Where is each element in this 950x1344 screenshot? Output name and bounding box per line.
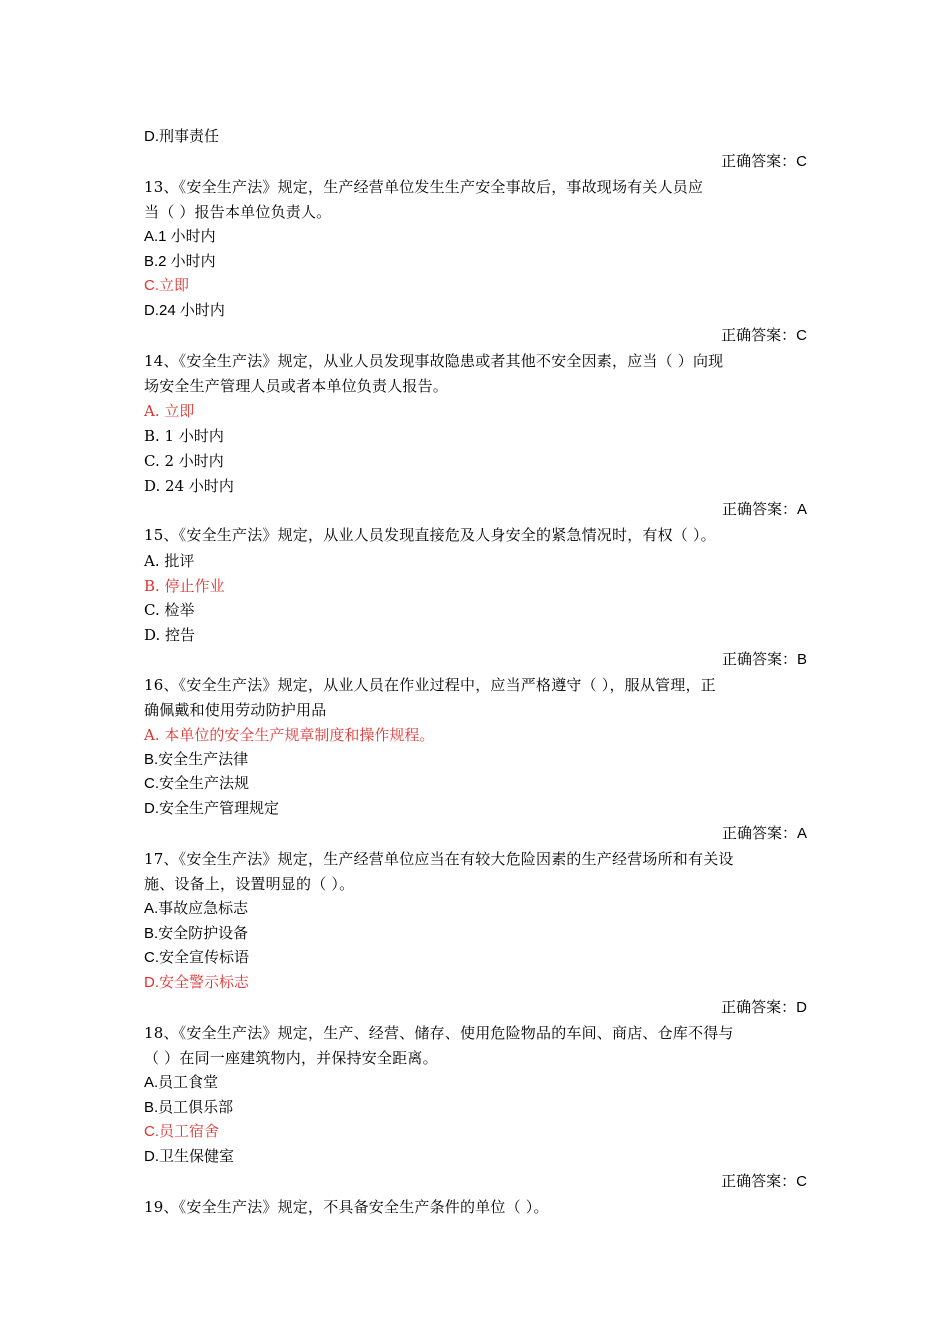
question-15-option-d: D. 控告 [144, 626, 196, 644]
question-15-answer: 正确答案：B [721, 651, 807, 668]
question-16-line-2: 确佩戴和使用劳动防护用品 [144, 701, 327, 719]
question-17-option-c: C.安全宣传标语 [144, 949, 250, 966]
question-18-option-b: B.员工俱乐部 [144, 1099, 234, 1116]
question-16-option-b: B.安全生产法律 [144, 751, 249, 768]
question-14-line-1: 14、《安全生产法》规定，从业人员发现事故隐患或者其他不安全因素，应当（ ）向现 [144, 352, 724, 370]
question-16-option-c: C.安全生产法规 [144, 775, 250, 792]
question-14-option-a: A. 立即 [144, 402, 195, 420]
question-13-line-1: 13、《安全生产法》规定，生产经营单位发生生产安全事故后，事故现场有关人员应 [144, 178, 704, 196]
question-15-option-b: B. 停止作业 [144, 577, 225, 595]
question-18-option-d: D.卫生保健室 [144, 1148, 235, 1165]
question-18-line-2: （ ）在同一座建筑物内，并保持安全距离。 [144, 1049, 438, 1067]
question-14-option-d: D. 24 小时内 [144, 477, 234, 495]
question-13-answer: 正确答案：C [721, 327, 807, 344]
question-13-line-2: 当（ ）报告本单位负责人。 [144, 203, 332, 221]
question-18-option-a: A.员工食堂 [144, 1074, 219, 1091]
question-13-option-b: B.2 小时内 [144, 253, 216, 270]
question-17-line-2: 施、设备上，设置明显的（ ）。 [144, 875, 355, 893]
question-15-option-a: A. 批评 [144, 552, 195, 570]
question-14-line-2: 场安全生产管理人员或者本单位负责人报告。 [144, 377, 449, 395]
question-18-line-1: 18、《安全生产法》规定，生产、经营、储存、使用危险物品的车间、商店、仓库不得与 [144, 1024, 734, 1042]
question-16-option-d: D.安全生产管理规定 [144, 800, 280, 817]
option-d: D.刑事责任 [144, 128, 220, 145]
question-18-option-c: C.员工宿舍 [144, 1123, 220, 1140]
question-18-answer: 正确答案：C [721, 1173, 807, 1190]
question-19-line-1: 19、《安全生产法》规定，不具备安全生产条件的单位（ ）。 [144, 1198, 549, 1216]
question-16-line-1: 16、《安全生产法》规定，从业人员在作业过程中，应当严格遵守（ ），服从管理，正 [144, 676, 716, 694]
question-17-line-1: 17、《安全生产法》规定，生产经营单位应当在有较大危险因素的生产经营场所和有关设 [144, 850, 734, 868]
question-14-option-b: B. 1 小时内 [144, 427, 224, 445]
question-14-answer: 正确答案：A [721, 501, 807, 518]
question-16-answer: 正确答案：A [721, 825, 807, 842]
question-15-line-1: 15、《安全生产法》规定，从业人员发现直接危及人身安全的紧急情况时，有权（ ）。 [144, 526, 716, 544]
question-13-option-a: A.1 小时内 [144, 228, 216, 245]
question-14-option-c: C. 2 小时内 [144, 452, 224, 470]
question-13-option-d: D.24 小时内 [144, 302, 225, 319]
question-15-option-c: C. 检举 [144, 601, 195, 619]
question-17-option-a: A.事故应急标志 [144, 900, 249, 917]
question-16-option-a: A. 本单位的安全生产规章制度和操作规程。 [144, 726, 435, 744]
question-17-answer: 正确答案：D [721, 999, 807, 1016]
question-17-option-b: B.安全防护设备 [144, 925, 249, 942]
correct-answer: 正确答案：C [721, 153, 807, 170]
question-13-option-c: C.立即 [144, 277, 190, 294]
question-17-option-d: D.安全警示标志 [144, 974, 250, 991]
